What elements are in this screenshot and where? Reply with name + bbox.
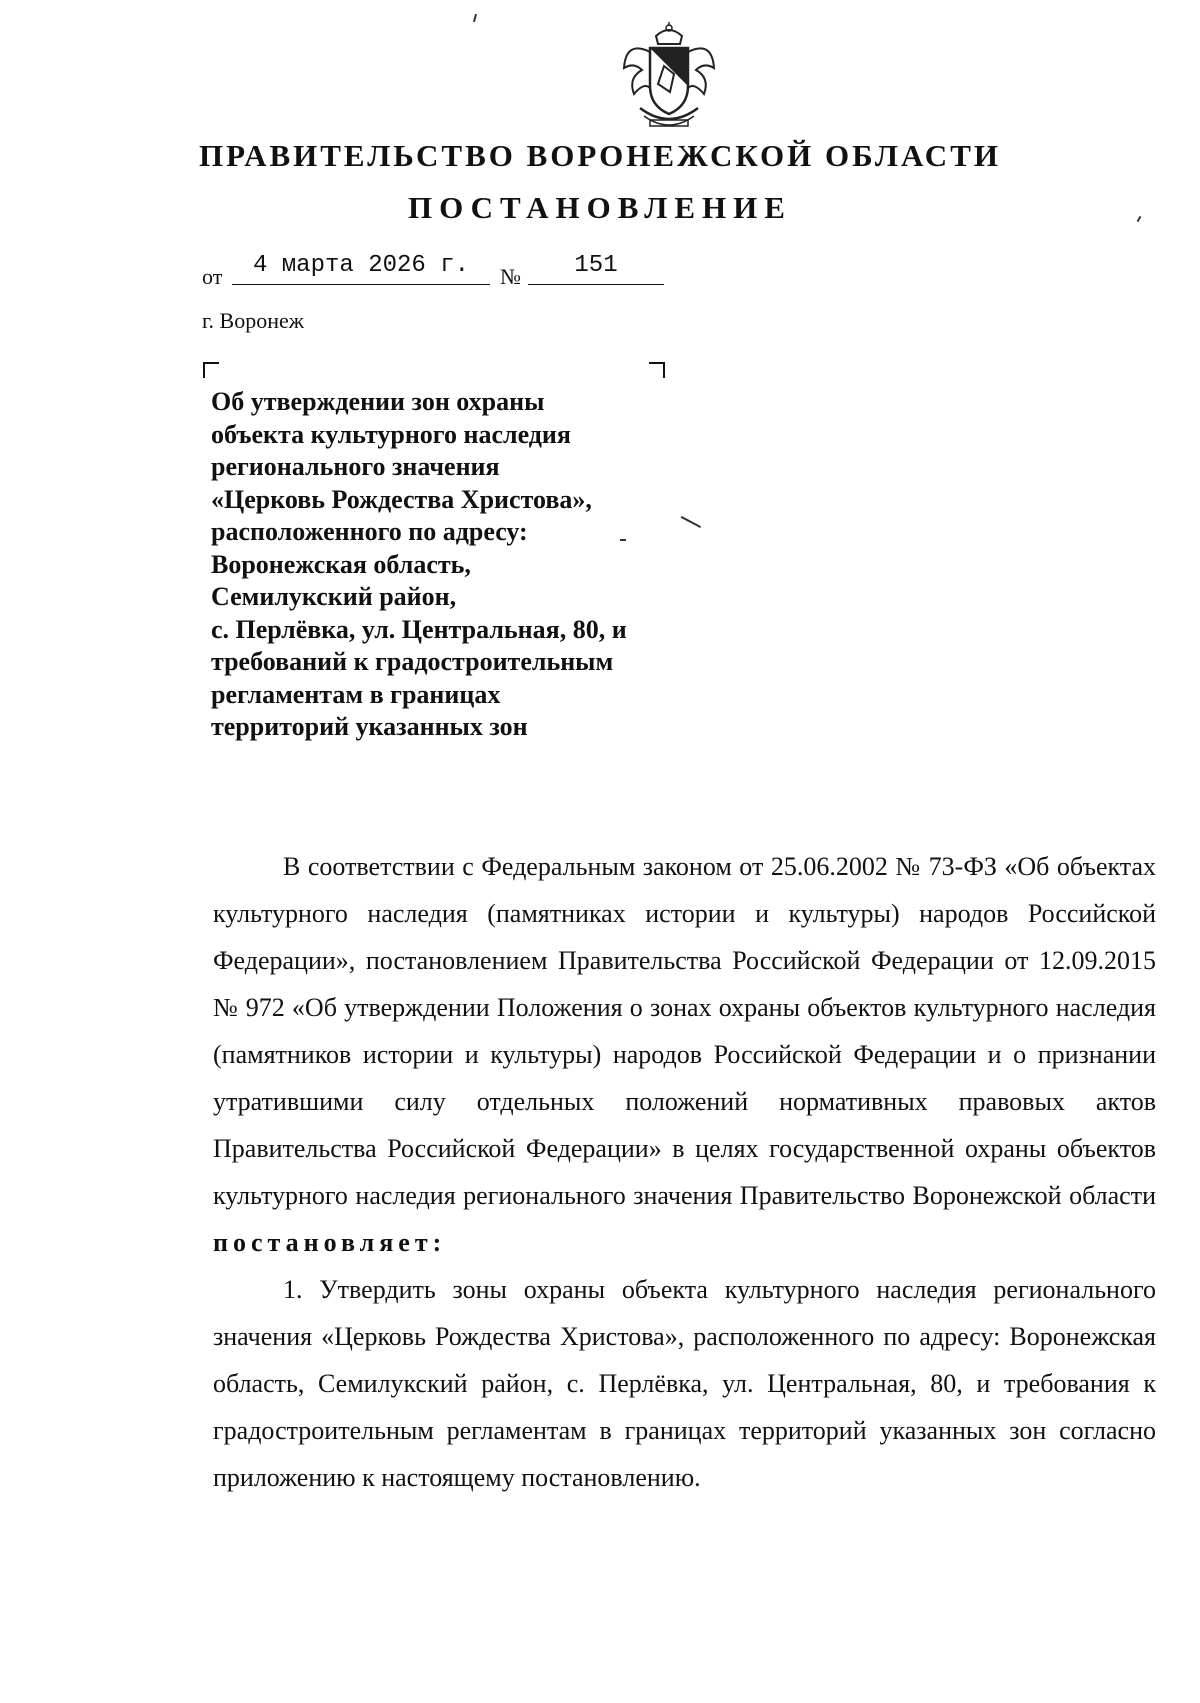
subject-line: регионального значения — [211, 452, 500, 481]
decree-word: постановляет: — [213, 1228, 447, 1257]
document-body — [213, 843, 1156, 1501]
subject-line: с. Перлёвка, ул. Центральная, 80, и — [211, 614, 627, 644]
subject-line: Об утверждении зон охраны — [211, 387, 545, 416]
preamble-text: В соответствии с Федеральным законом от 25.06.2002 № 73-ФЗ «Об объектах культурного наследия (памятниках истории и культуры) народов Российской Федерации», постановлением Правительства Российской Федерации от 12.09.2015 № 972 «Об утверждении Положения о зонах охраны объектов культурного наследия (памятников истории и культуры) народов Российской Федерации и о признании утратившими силу отдельных положений нормативных правовых актов Правительства Российской Федерации» в целях государственной охраны объектов культурного наследия регионального значения Правительство Воронежской области — [213, 852, 1156, 1210]
city-label: г. Воронеж — [202, 308, 304, 333]
subject-bracket-right — [649, 362, 665, 378]
scan-speck — [473, 14, 477, 22]
subject-bracket-left — [203, 362, 219, 378]
scan-speck — [620, 539, 626, 541]
subject-line: Семилукский район, — [211, 582, 457, 611]
document-date-field: 4 марта 2026 г. — [232, 252, 490, 285]
document-type-heading: ПОСТАНОВЛЕНИЕ — [408, 190, 792, 225]
number-prefix-label: № — [500, 264, 521, 289]
subject-line: территорий указанных зон — [211, 712, 528, 741]
document-subject — [211, 386, 691, 744]
subject-line: Воронежская область, — [211, 549, 471, 579]
subject-line: требований к градостроительным — [211, 647, 614, 676]
preamble-paragraph — [213, 843, 1156, 1266]
subject-line: регламентам в границах — [211, 679, 501, 709]
subject-line: «Церковь Рождества Христова», — [211, 484, 592, 514]
voronezh-coat-of-arms-icon — [620, 22, 718, 130]
organization-title: ПРАВИТЕЛЬСТВО ВОРОНЕЖСКОЙ ОБЛАСТИ — [199, 138, 1001, 173]
date-number-row — [202, 252, 702, 292]
subject-line: расположенного по адресу: — [211, 517, 528, 546]
document-number-field: 151 — [528, 252, 664, 285]
item-1-paragraph: 1. Утвердить зоны охраны объекта культурного наследия регионального значения «Церковь Рождества Христова», расположенного по адресу: Воронежская область, Семилукский район, с. Перлёвка, ул. Центральная, 80, и требования к градостроительным регламентам в границах территорий указанных зон согласно приложению к настоящему постановлению. — [213, 1275, 1156, 1492]
date-prefix-label: от — [202, 264, 223, 289]
subject-line: объекта культурного наследия — [211, 419, 571, 449]
